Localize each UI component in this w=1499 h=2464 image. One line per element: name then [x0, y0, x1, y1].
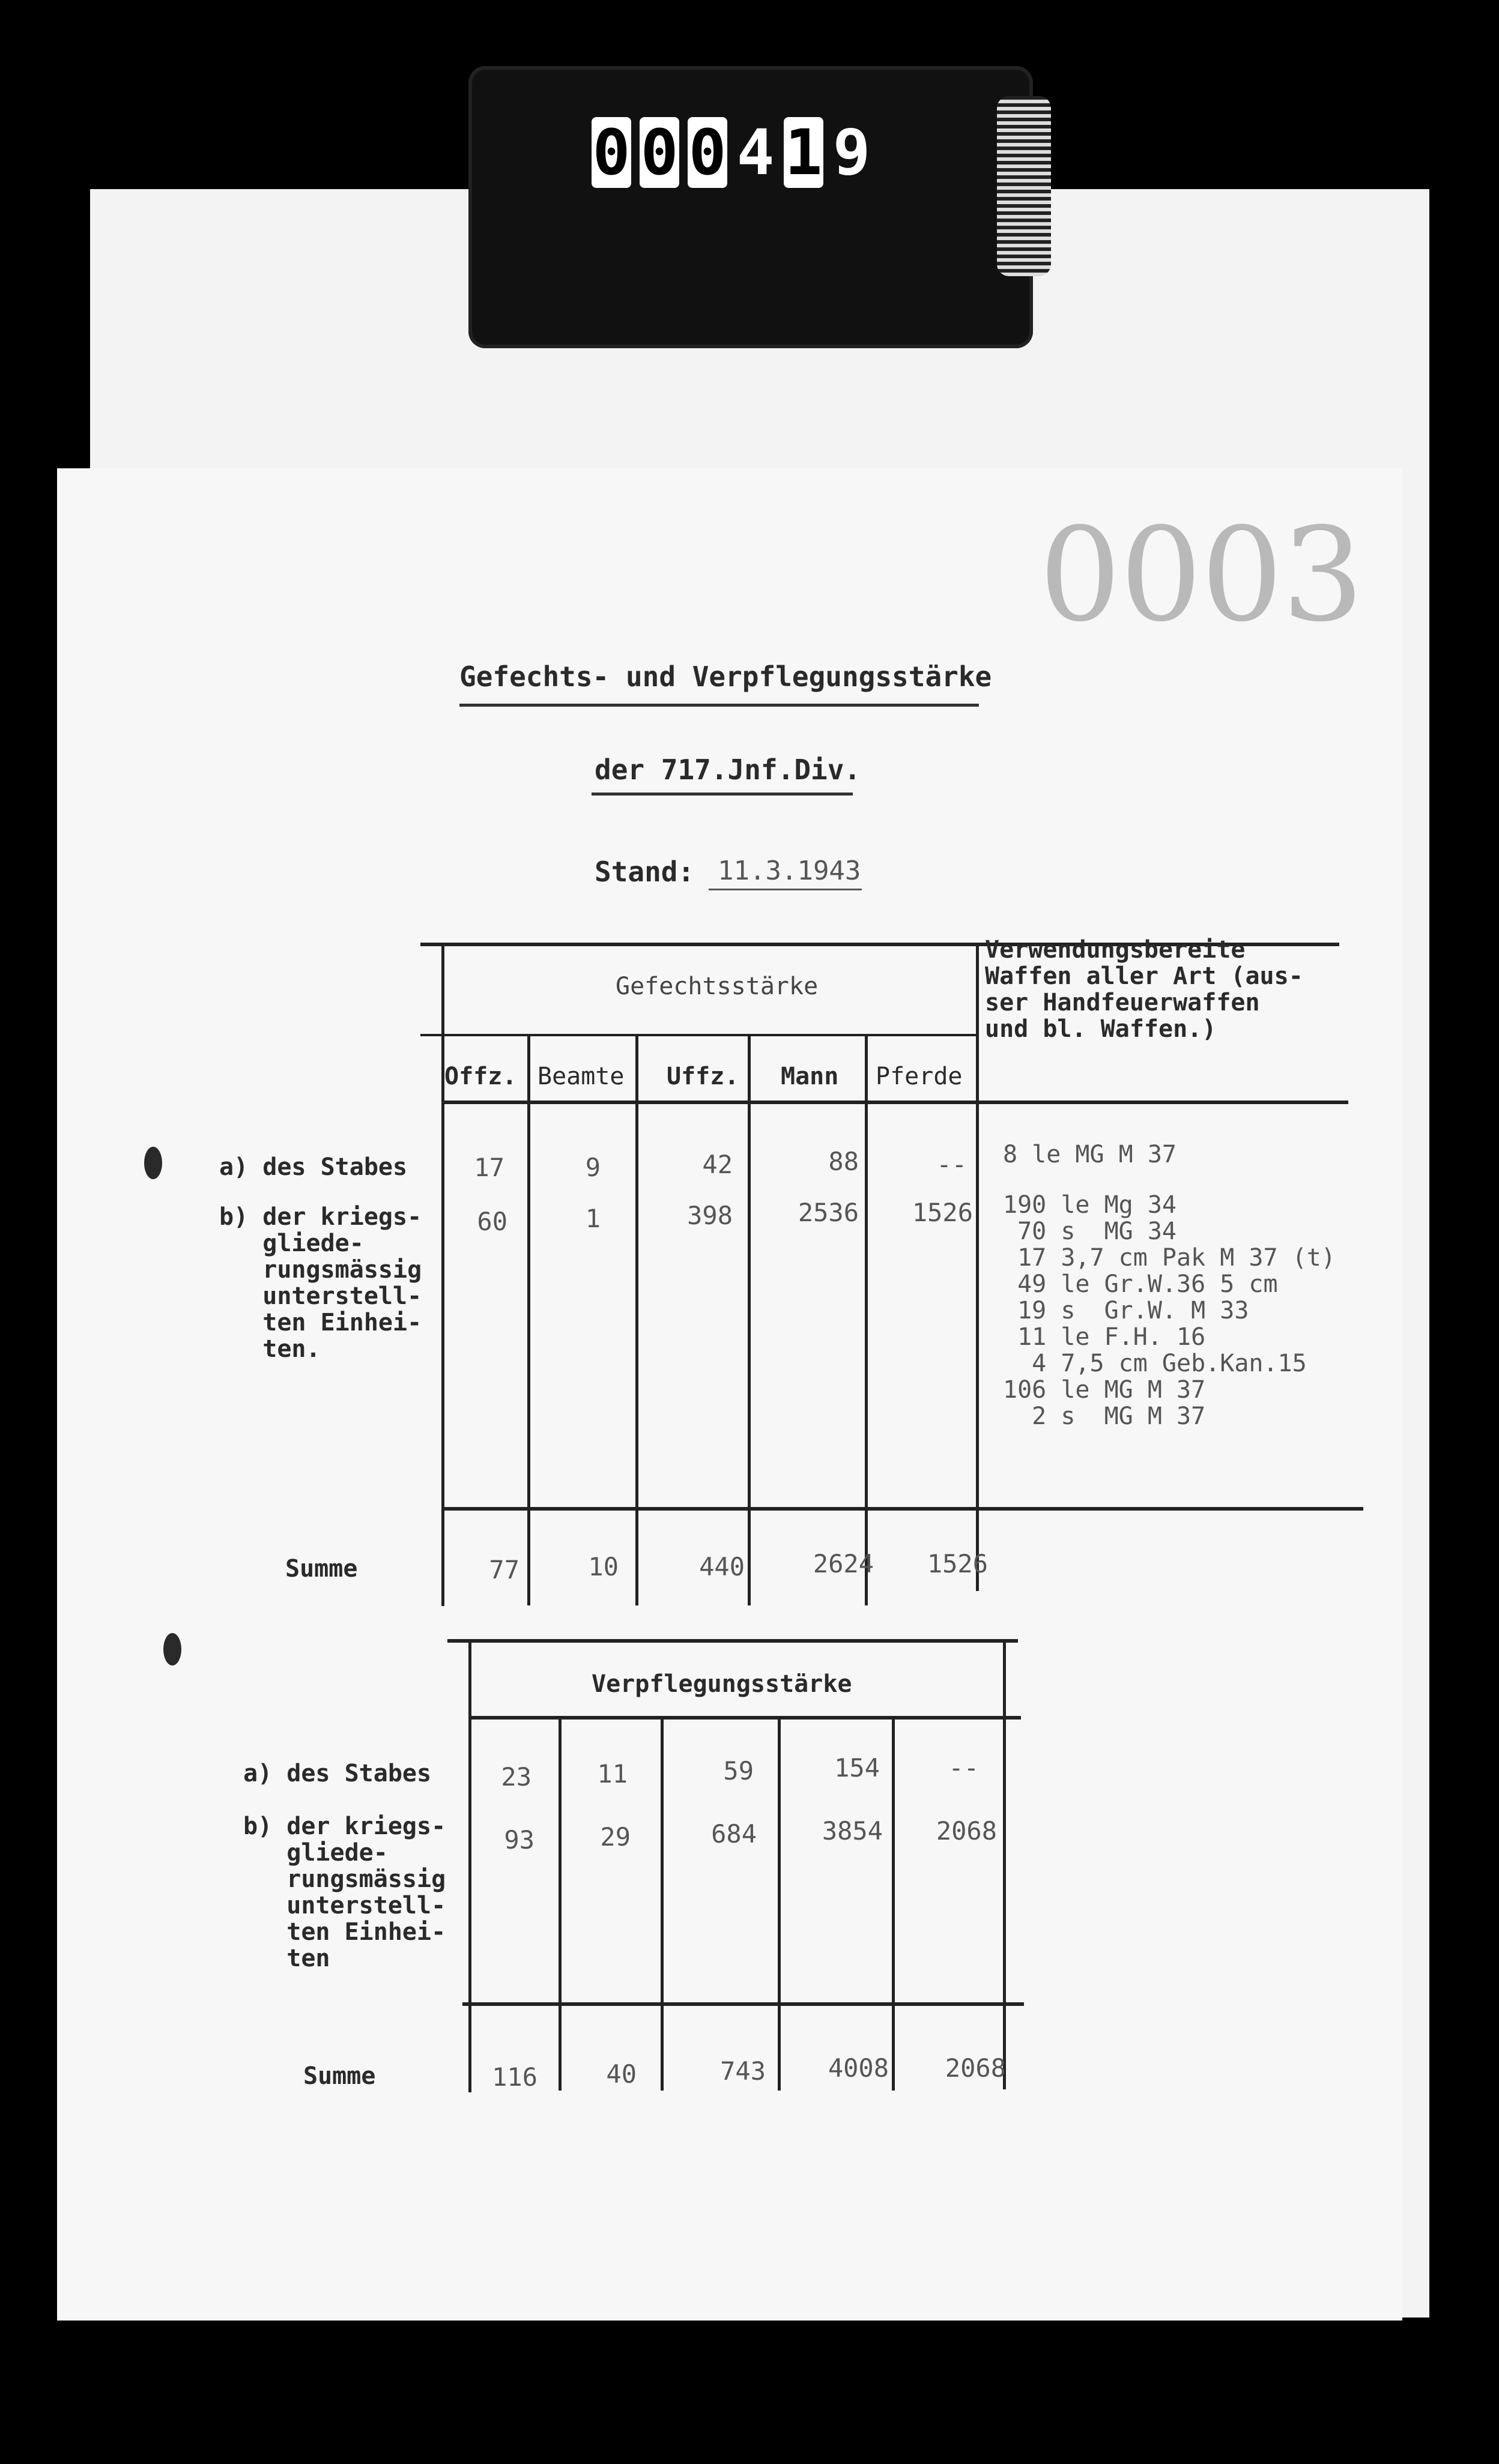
counter-digit: 0: [592, 116, 631, 189]
sum-cell: 2624: [813, 1549, 874, 1578]
sum-cell: 743: [720, 2056, 766, 2086]
document-subtitle: der 717.Jnf.Div.: [595, 753, 861, 786]
row-label: a) des Stabes: [243, 1760, 432, 1787]
cell: 2068: [936, 1816, 997, 1846]
cell: 59: [723, 1756, 754, 1786]
sum-cell: 40: [606, 2059, 637, 2089]
weapons-units-list: 190 le Mg 34 70 s MG 34 17 3,7 cm Pak M 37 (t) 49 le Gr.W.36 5 cm 19 s Gr.W. M 33 11 le F.H. 16 4 7,5 cm Geb.Kan.15 106 le MG M 37 2 s MG M 37: [1003, 1191, 1336, 1430]
counter-knob: [997, 96, 1051, 276]
sum-cell: 116: [492, 2062, 538, 2092]
cell: 684: [711, 1819, 757, 1849]
col-header: Pferde: [876, 1063, 963, 1090]
punch-hole: [144, 1147, 162, 1179]
weapons-heading: Verwendungsbereite Waffen aller Art (aus- ser Handfeuerwaffen und bl. Waffen.): [985, 936, 1303, 1043]
sum-cell: 2068: [945, 2053, 1006, 2083]
col-header: Uffz.: [667, 1063, 739, 1090]
counter-digit: 0: [688, 116, 727, 189]
punch-hole: [163, 1633, 181, 1665]
table2-heading: Verpflegungsstärke: [592, 1670, 852, 1698]
col-header: Offz.: [444, 1063, 517, 1090]
stand-date: 11.3.1943: [718, 856, 861, 886]
cell: 93: [504, 1825, 534, 1855]
weapons-stab: 8 le MG M 37: [1003, 1141, 1176, 1168]
cell: 88: [828, 1147, 859, 1176]
cell: 29: [600, 1822, 631, 1852]
table1-heading: Gefechtsstärke: [616, 973, 819, 1000]
subtitle-underline: [592, 793, 853, 796]
cell: 2536: [798, 1198, 859, 1227]
sum-cell: 440: [699, 1552, 745, 1581]
cell: 3854: [822, 1816, 883, 1846]
sum-cell: 4008: [828, 2053, 889, 2083]
frame-counter-device: [468, 66, 1033, 348]
counter-digit: 4: [736, 116, 775, 189]
col-header: Beamte: [538, 1063, 625, 1090]
sum-cell: 77: [489, 1555, 519, 1584]
counter-digit: 1: [784, 116, 823, 189]
cell: 398: [687, 1201, 733, 1230]
sum-cell: 1526: [927, 1549, 988, 1578]
cell: --: [936, 1150, 967, 1179]
cell: 1526: [912, 1198, 973, 1227]
cell: 23: [501, 1762, 531, 1792]
sum-label: Summe: [285, 1555, 358, 1583]
cell: 42: [702, 1150, 733, 1179]
cell: 1: [585, 1204, 601, 1233]
counter-digit: 0: [640, 116, 679, 189]
title-underline: [459, 704, 979, 707]
document-title: Gefechts- und Verpflegungsstärke: [459, 660, 992, 693]
cell: 154: [834, 1753, 880, 1783]
col-header: Mann: [781, 1063, 839, 1090]
cell: 9: [585, 1153, 601, 1182]
cell: --: [948, 1753, 979, 1783]
cell: 17: [474, 1153, 504, 1182]
date-underline: [709, 889, 862, 890]
frame-counter-digits: [592, 117, 871, 195]
row-label: a) des Stabes: [219, 1153, 408, 1181]
counter-digit: 9: [832, 116, 871, 189]
stand-label: Stand:: [595, 856, 695, 888]
page-number-stamp: 0003: [1039, 500, 1363, 650]
cell: 60: [477, 1207, 507, 1236]
sum-label: Summe: [303, 2062, 376, 2090]
row-label: b) der kriegs- gliede- rungsmässig unterstell- ten Einhei- ten: [243, 1813, 446, 1972]
row-label: b) der kriegs- gliede- rungsmässig unterstell- ten Einhei- ten.: [219, 1203, 422, 1363]
cell: 11: [597, 1759, 628, 1789]
sum-cell: 10: [588, 1552, 619, 1581]
